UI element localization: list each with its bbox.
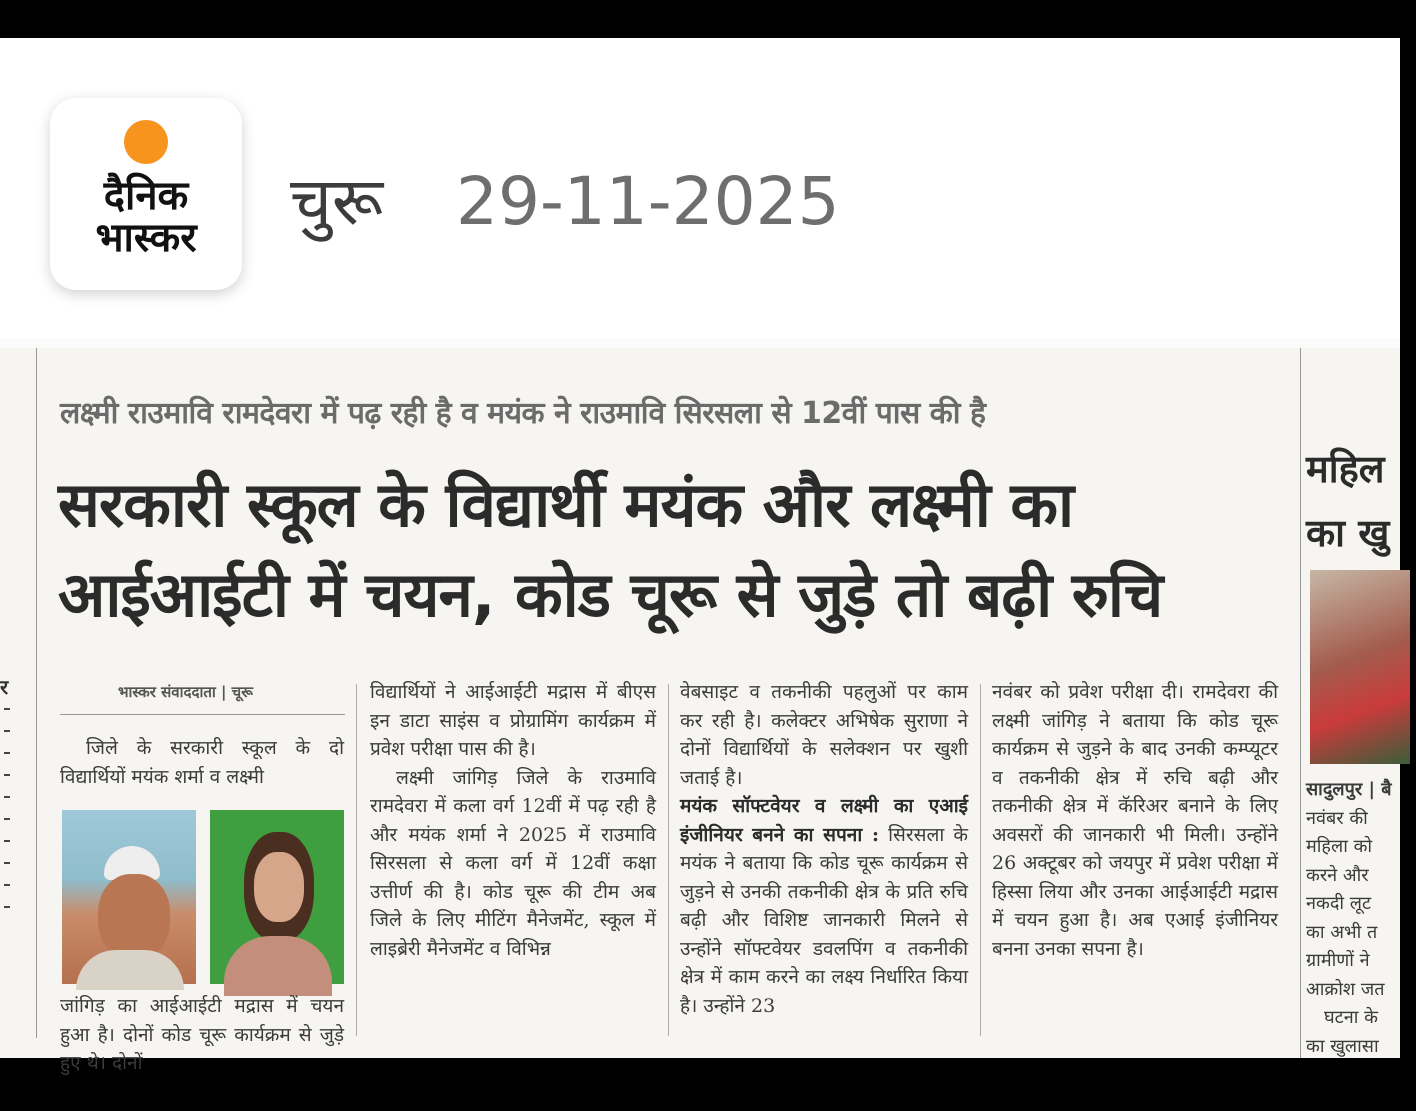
- masthead: [0, 38, 1400, 338]
- neighbor-line: घटना के: [1324, 1007, 1378, 1028]
- shirt-shape: [76, 950, 184, 990]
- photo-lakshmi: [210, 810, 344, 984]
- column-1-top-text: जिले के सरकारी स्कूल के दो विद्यार्थियों मयंक शर्मा व लक्ष्मी: [60, 737, 344, 788]
- edition-city: चुरू: [290, 163, 384, 240]
- column-1-bottom-text: जांगिड़ का आईआईटी मद्रास में चयन हुआ है। दोनों कोड चूरू कार्यक्रम से जुड़े हुए थे। दोनों: [60, 995, 344, 1074]
- column-rule: [356, 684, 357, 1036]
- column-1-bottom: [60, 992, 344, 1078]
- column-rule: [980, 684, 981, 1036]
- column-2-para-2: लक्ष्मी जांगिड़ जिले के राउमावि रामदेवरा में कला वर्ग 12वीं में पढ़ रही है और मयंक शर्मा ने 2025 में राउमावि सिरसला से कला वर्ग में 12वीं कक्षा उत्तीर्ण की है। कोड चूरू की टीम अब जिले के लिए मीटिंग मैनेजमेंट, स्कूल में लाइब्रेरी मैनेजमेंट व विभिन्न: [370, 766, 656, 960]
- column-1-top: [60, 734, 344, 791]
- column-rule: [668, 684, 669, 1036]
- neighbor-text: [1306, 776, 1416, 1061]
- article-kicker: लक्ष्मी राउमावि रामदेवरा में पढ़ रही है व मयंक ने राउमावि सिरसला से 12वीं पास की है: [60, 396, 986, 431]
- column-3-para-1: वेबसाइट व तकनीकी पहलुओं पर काम कर रही है। कलेक्टर अभिषेक सुराणा ने दोनों विद्यार्थियों के सलेक्शन पर खुशी जताई है।: [680, 681, 968, 789]
- headline-line2: आईआईटी में चयन, कोड चूरू से जुड़े तो बढ़ी रुचि: [58, 558, 1163, 631]
- neighbor-line: करने और: [1306, 864, 1369, 886]
- neighbor-line: नकदी लूट: [1306, 893, 1372, 914]
- photo-mayank: [62, 810, 196, 984]
- neighbor-headline-2: का खु: [1306, 511, 1390, 555]
- left-margin-fragments: [4, 708, 10, 928]
- neighbor-line: आक्रोश जत: [1306, 978, 1385, 1000]
- edition-date: 29-11-2025: [456, 163, 840, 240]
- column-4: [992, 678, 1278, 963]
- headline-line1: सरकारी स्कूल के विद्यार्थी मयंक और लक्ष्मी का: [58, 468, 1074, 541]
- neighbor-headline-1: महिल: [1306, 447, 1385, 491]
- dainik-bhaskar-logo: [50, 98, 242, 290]
- neighbor-rule: [1300, 348, 1301, 1058]
- column-2-para-1: विद्यार्थियों ने आईआईटी मद्रास में बीएस इन डाटा साइंस व प्रोग्रामिंग कार्यक्रम में प्रवेश परीक्षा पास की है।: [370, 681, 656, 760]
- shirt-shape: [224, 936, 332, 996]
- left-margin-letter: र: [0, 675, 9, 699]
- byline: भास्कर संवाददाता | चूरू: [118, 683, 253, 701]
- column-2: [370, 678, 656, 963]
- column-3-subhead: मयंक सॉफ्टवेयर व लक्ष्मी का एआई इंजीनियर बनने का सपना :: [680, 795, 968, 846]
- neighbor-line: महिला को: [1306, 836, 1373, 857]
- article-headline: [58, 460, 1288, 640]
- newsprint-area: [0, 348, 1400, 1074]
- sun-icon: [124, 120, 168, 164]
- newspaper-clipping: [0, 38, 1400, 1074]
- logo-text-line2: भास्कर: [95, 215, 197, 261]
- neighbor-line: ग्रामीणों ने: [1306, 950, 1370, 971]
- neighbor-article: [1296, 348, 1400, 1058]
- neighbor-line: नवंबर की: [1306, 807, 1368, 829]
- neighbor-photo: [1310, 570, 1410, 764]
- neighbor-line: का खुलासा: [1306, 1035, 1379, 1057]
- face-shape: [254, 852, 304, 922]
- byline-rule: [60, 714, 345, 715]
- column-4-para-1: नवंबर को प्रवेश परीक्षा दी। रामदेवरा की लक्ष्मी जांगिड़ ने बताया कि कोड चूरू कार्यक्रम से जुड़ने के बाद उनकी कम्प्यूटर व तकनीकी क्षेत्र में रुचि बढ़ी और तकनीकी क्षेत्र में कॅरिअर बनाने के लिए अवसरों की जानकारी भी मिली। उन्होंने 26 अक्टूबर को जयपुर में प्रवेश परीक्षा में हिस्सा लिया और उनका आईआईटी मद्रास में चयन हुआ है। अब एआई इंजीनियर बनना उनका सपना है।: [992, 681, 1278, 960]
- column-3-para-2: सिरसला के मयंक ने बताया कि कोड चूरू कार्यक्रम से जुड़ने से उनकी तकनीकी क्षेत्र के प्रति रुचि बढ़ी और विशिष्ट जानकारी मिलने से उन्होंने सॉफ्टवेयर डवलपिंग व तकनीकी क्षेत्र में काम करने का लक्ष्य निर्धारित किया है। उन्होंने 23: [680, 823, 968, 1017]
- face-shape: [98, 874, 170, 960]
- left-column-rule: [36, 348, 37, 1038]
- neighbor-line: का अभी त: [1306, 921, 1378, 943]
- neighbor-line: सादुलपुर | बै: [1306, 779, 1392, 800]
- column-3: [680, 678, 968, 1020]
- logo-text-line1: दैनिक: [103, 173, 189, 219]
